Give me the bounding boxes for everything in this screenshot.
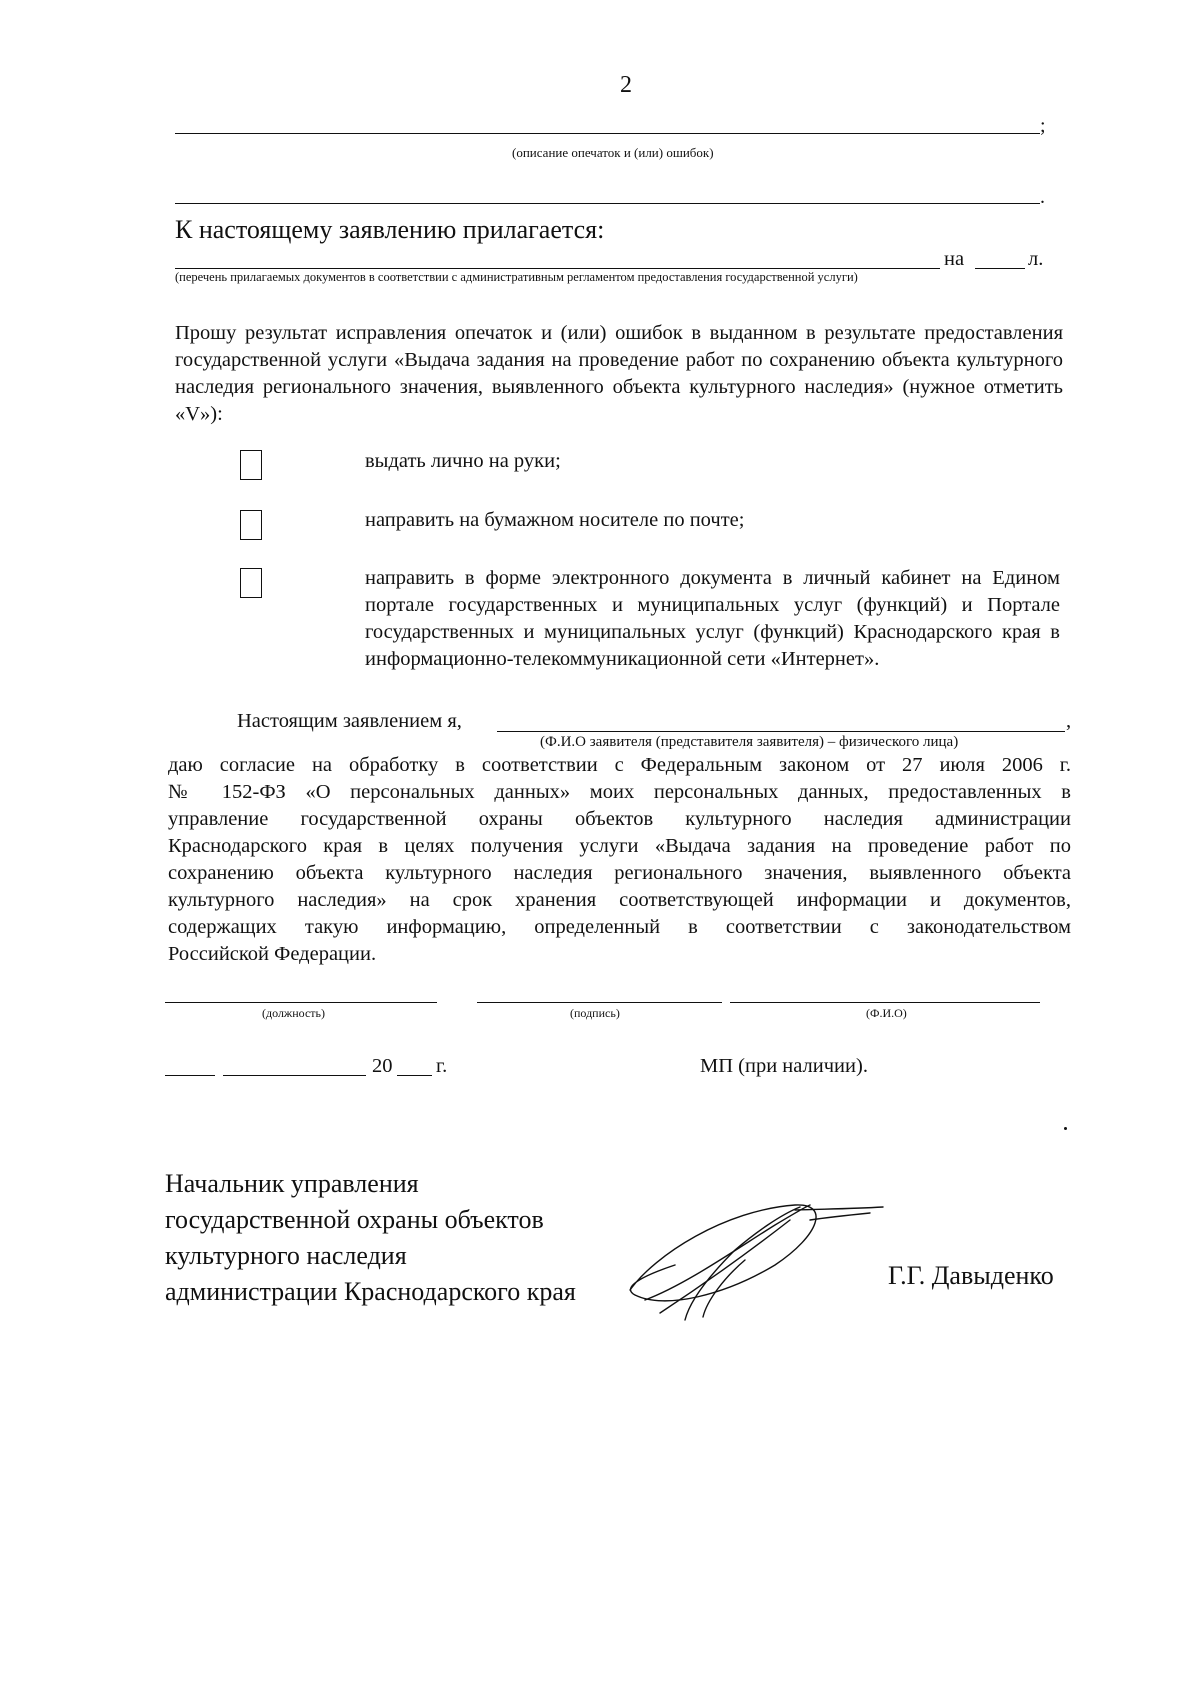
signatory-title-line: администрации Краснодарского края (165, 1277, 576, 1306)
consent-caption: (Ф.И.О заявителя (представителя заявителя) – физического лица) (540, 734, 959, 750)
position-caption: (должность) (262, 1006, 325, 1020)
consent-paragraph (168, 752, 1071, 968)
consent-line: управление государственной охраны объектов культурного наследия администрации (168, 808, 1071, 830)
option-personal-label: выдать лично на руки; (365, 450, 561, 472)
consent-name-line (497, 731, 1065, 732)
position-line (165, 1002, 437, 1003)
request-line: наследия регионального значения, выявленного объекта культурного наследия» (нужное отметить (175, 376, 1063, 398)
attachments-caption: (перечень прилагаемых документов в соответствии с административным регламентом предоставления государственной услуги) (175, 270, 858, 284)
consent-comma: , (1066, 710, 1072, 732)
date-year-line (397, 1075, 432, 1076)
errors-caption: (описание опечаток и (или) ошибок) (512, 145, 714, 160)
request-line: Прошу результат исправления опечаток и (или) ошибок в выданном в результате предоставления (175, 322, 1063, 344)
date-day-line (165, 1075, 215, 1076)
signatory-title (165, 1166, 576, 1310)
signatory-title-line: культурного наследия (165, 1241, 407, 1270)
request-line: государственной услуги «Выдача задания на проведение работ по сохранению объекта культурного (175, 349, 1063, 371)
errors-line-2 (175, 203, 1040, 204)
attachments-na: на (944, 248, 965, 270)
attachments-pages-line (975, 268, 1025, 269)
consent-line: содержащих такую информацию, определенный в соответствии с законодательством (168, 916, 1071, 938)
attachments-line (175, 268, 940, 269)
date-year-suffix: г. (436, 1055, 448, 1077)
fio-line (730, 1002, 1040, 1003)
option-electronic-line: портале государственных и муниципальных услуг (функций) и Портале (365, 594, 1060, 616)
option-electronic-line: информационно-телекоммуникационной сети «Интернет». (365, 648, 880, 670)
attachments-l: л. (1028, 248, 1044, 270)
request-line: «V»): (175, 403, 223, 425)
option-post-label: направить на бумажном носителе по почте; (365, 509, 745, 531)
date-month-line (223, 1075, 366, 1076)
consent-line: даю согласие на обработку в соответствии с Федеральным законом от 27 июля 2006 г. (168, 754, 1071, 776)
consent-lead: Настоящим заявлением я, (237, 710, 462, 732)
page-number: 2 (620, 72, 632, 98)
signatory-name: Г.Г. Давыденко (888, 1261, 1054, 1290)
errors-semicolon: ; (1040, 115, 1046, 137)
date-year-prefix: 20 (372, 1055, 393, 1077)
errors-period: . (1040, 186, 1045, 208)
option-electronic-line: государственных и муниципальных услуг (функций) Краснодарского края в (365, 621, 1060, 643)
signature-line (477, 1002, 722, 1003)
consent-line: сохранению объекта культурного наследия регионального значения, выявленного объекта (168, 862, 1071, 884)
errors-line (175, 133, 1040, 134)
option-post-checkbox[interactable] (240, 510, 262, 540)
option-electronic-line: направить в форме электронного документа в личный кабинет на Едином (365, 567, 1060, 589)
consent-line: № 152-ФЗ «О персональных данных» моих персональных данных, предоставленных в (168, 781, 1071, 803)
consent-line: культурного наследия» на срок хранения соответствующей информации и документов, (168, 889, 1071, 911)
signatory-title-line: государственной охраны объектов (165, 1205, 544, 1234)
option-personal-checkbox[interactable] (240, 450, 262, 480)
consent-line: Краснодарского края в целях получения услуги «Выдача задания на проведение работ по (168, 835, 1071, 857)
option-electronic-checkbox[interactable] (240, 568, 262, 598)
stamp-note: МП (при наличии). (700, 1055, 868, 1077)
signature-caption: (подпись) (570, 1006, 620, 1020)
request-paragraph (175, 320, 1063, 428)
option-electronic-label (365, 565, 1060, 673)
handwritten-signature (615, 1195, 895, 1325)
attachments-heading: К настоящему заявлению прилагается: (175, 215, 605, 244)
stray-dot (1064, 1127, 1067, 1130)
fio-caption: (Ф.И.О) (866, 1006, 907, 1020)
signatory-title-line: Начальник управления (165, 1169, 419, 1198)
consent-line: Российской Федерации. (168, 943, 377, 965)
